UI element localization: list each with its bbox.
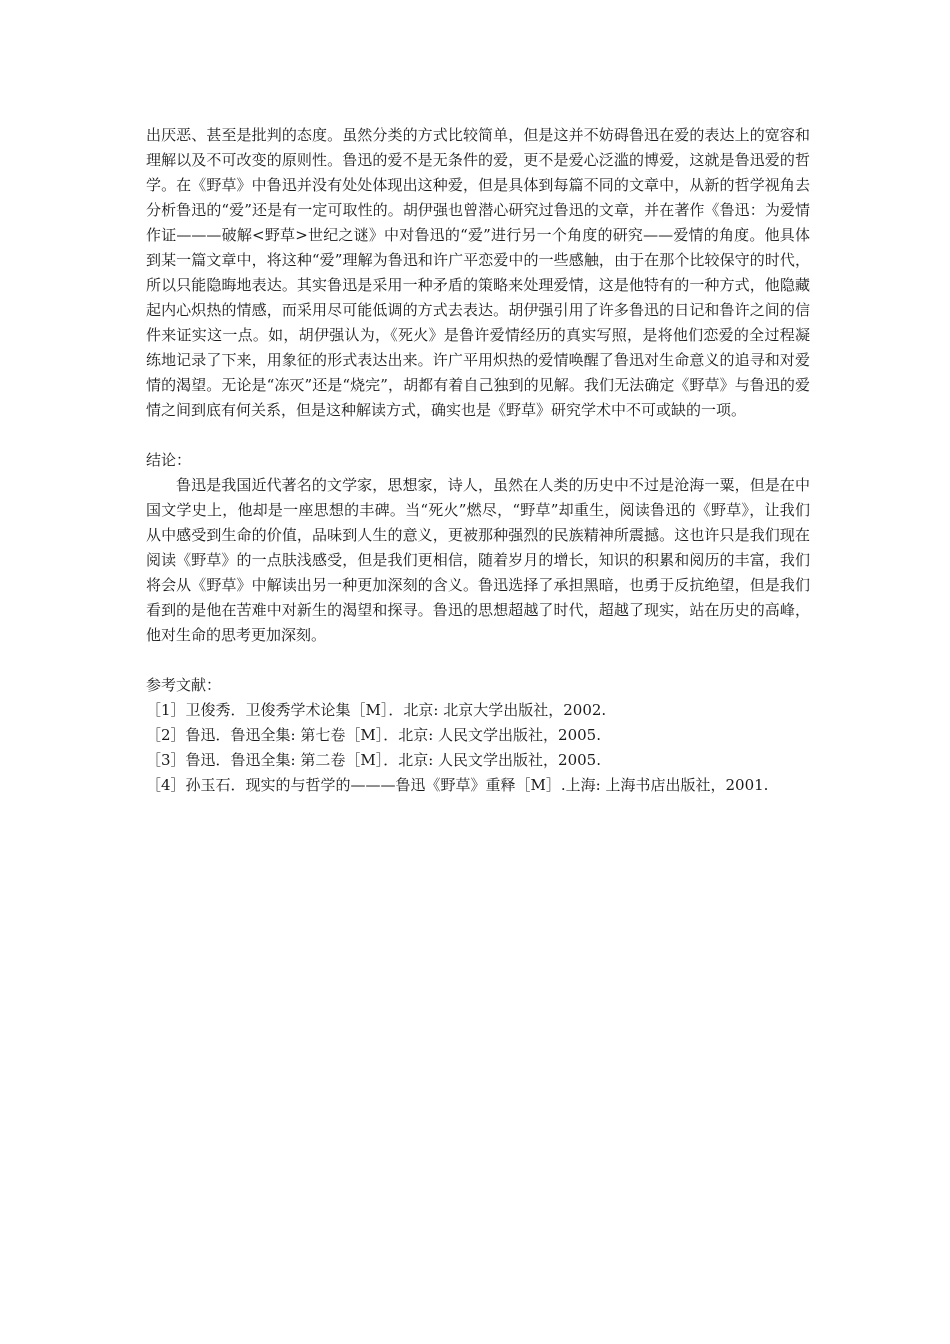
paragraph-spacer	[146, 648, 810, 673]
paragraph-spacer	[146, 423, 810, 448]
conclusion-paragraph: 鲁迅是我国近代著名的文学家，思想家，诗人，虽然在人类的历史中不过是沧海一粟，但是在中国文学史上，他却是一座思想的丰碑。当“死火”燃尽，“野草”却重生，阅读鲁迅的《野草》，让我们从中感受到生命的价值，品味到人生的意义，更被那种强烈的民族精神所震撼。这也许只是我们现在阅读《野草》的一点肤浅感受，但是我们更相信，随着岁月的增长，知识的积累和阅历的丰富，我们将会从《野草》中解读出另一种更加深刻的含义。鲁迅选择了承担黑暗，也勇于反抗绝望，但是我们看到的是他在苦难中对新生的渴望和探寻。鲁迅的思想超越了时代，超越了现实，站在历史的高峰，他对生命的思考更加深刻。	[146, 476, 810, 644]
reference-item: ［2］鲁迅．鲁迅全集: 第七卷［M］．北京: 人民文学出版社，2005.	[146, 726, 601, 744]
references-heading: 参考文献：	[146, 676, 222, 694]
body-paragraph: 出厌恶、甚至是批判的态度。虽然分类的方式比较简单，但是这并不妨碍鲁迅在爱的表达上的宽容和理解以及不可改变的原则性。鲁迅的爱不是无条件的爱，更不是爱心泛滥的博爱，这就是鲁迅爱的哲学。在《野草》中鲁迅并没有处处体现出这种爱，但是具体到每篇不同的文章中，从新的哲学视角去分析鲁迅的“爱”还是有一定可取性的。胡伊强也曾潜心研究过鲁迅的文章，并在著作《鲁迅：为爱情作证———破解<野草>世纪之谜》中对鲁迅的“爱”进行另一个角度的研究——爱情的角度。他具体到某一篇文章中，将这种“爱”理解为鲁迅和许广平恋爱中的一些感触，由于在那个比较保守的时代，所以只能隐晦地表达。其实鲁迅是采用一种矛盾的策略来处理爱情，这是他特有的一种方式，他隐藏起内心炽热的情感，而采用尽可能低调的方式去表达。胡伊强引用了许多鲁迅的日记和鲁许之间的信件来证实这一点。如，胡伊强认为，《死火》是鲁许爱情经历的真实写照，是将他们恋爱的全过程凝练地记录了下来，用象征的形式表达出来。许广平用炽热的爱情唤醒了鲁迅对生命意义的追寻和对爱情的渴望。无论是“冻灭”还是“烧完”，胡都有着自己独到的见解。我们无法确定《野草》与鲁迅的爱情之间到底有何关系，但是这种解读方式，确实也是《野草》研究学术中不可或缺的一项。	[146, 126, 810, 419]
reference-item: ［1］卫俊秀．卫俊秀学术论集［M］．北京: 北京大学出版社，2002.	[146, 701, 607, 719]
document-page	[146, 123, 810, 798]
references-list	[146, 698, 810, 798]
conclusion-heading: 结论：	[146, 451, 192, 469]
reference-item: ［3］鲁迅．鲁迅全集: 第二卷［M］．北京: 人民文学出版社，2005.	[146, 751, 601, 769]
reference-item: ［4］孙玉石．现实的与哲学的———鲁迅《野草》重释［M］.上海: 上海书店出版社，2001.	[146, 776, 769, 794]
